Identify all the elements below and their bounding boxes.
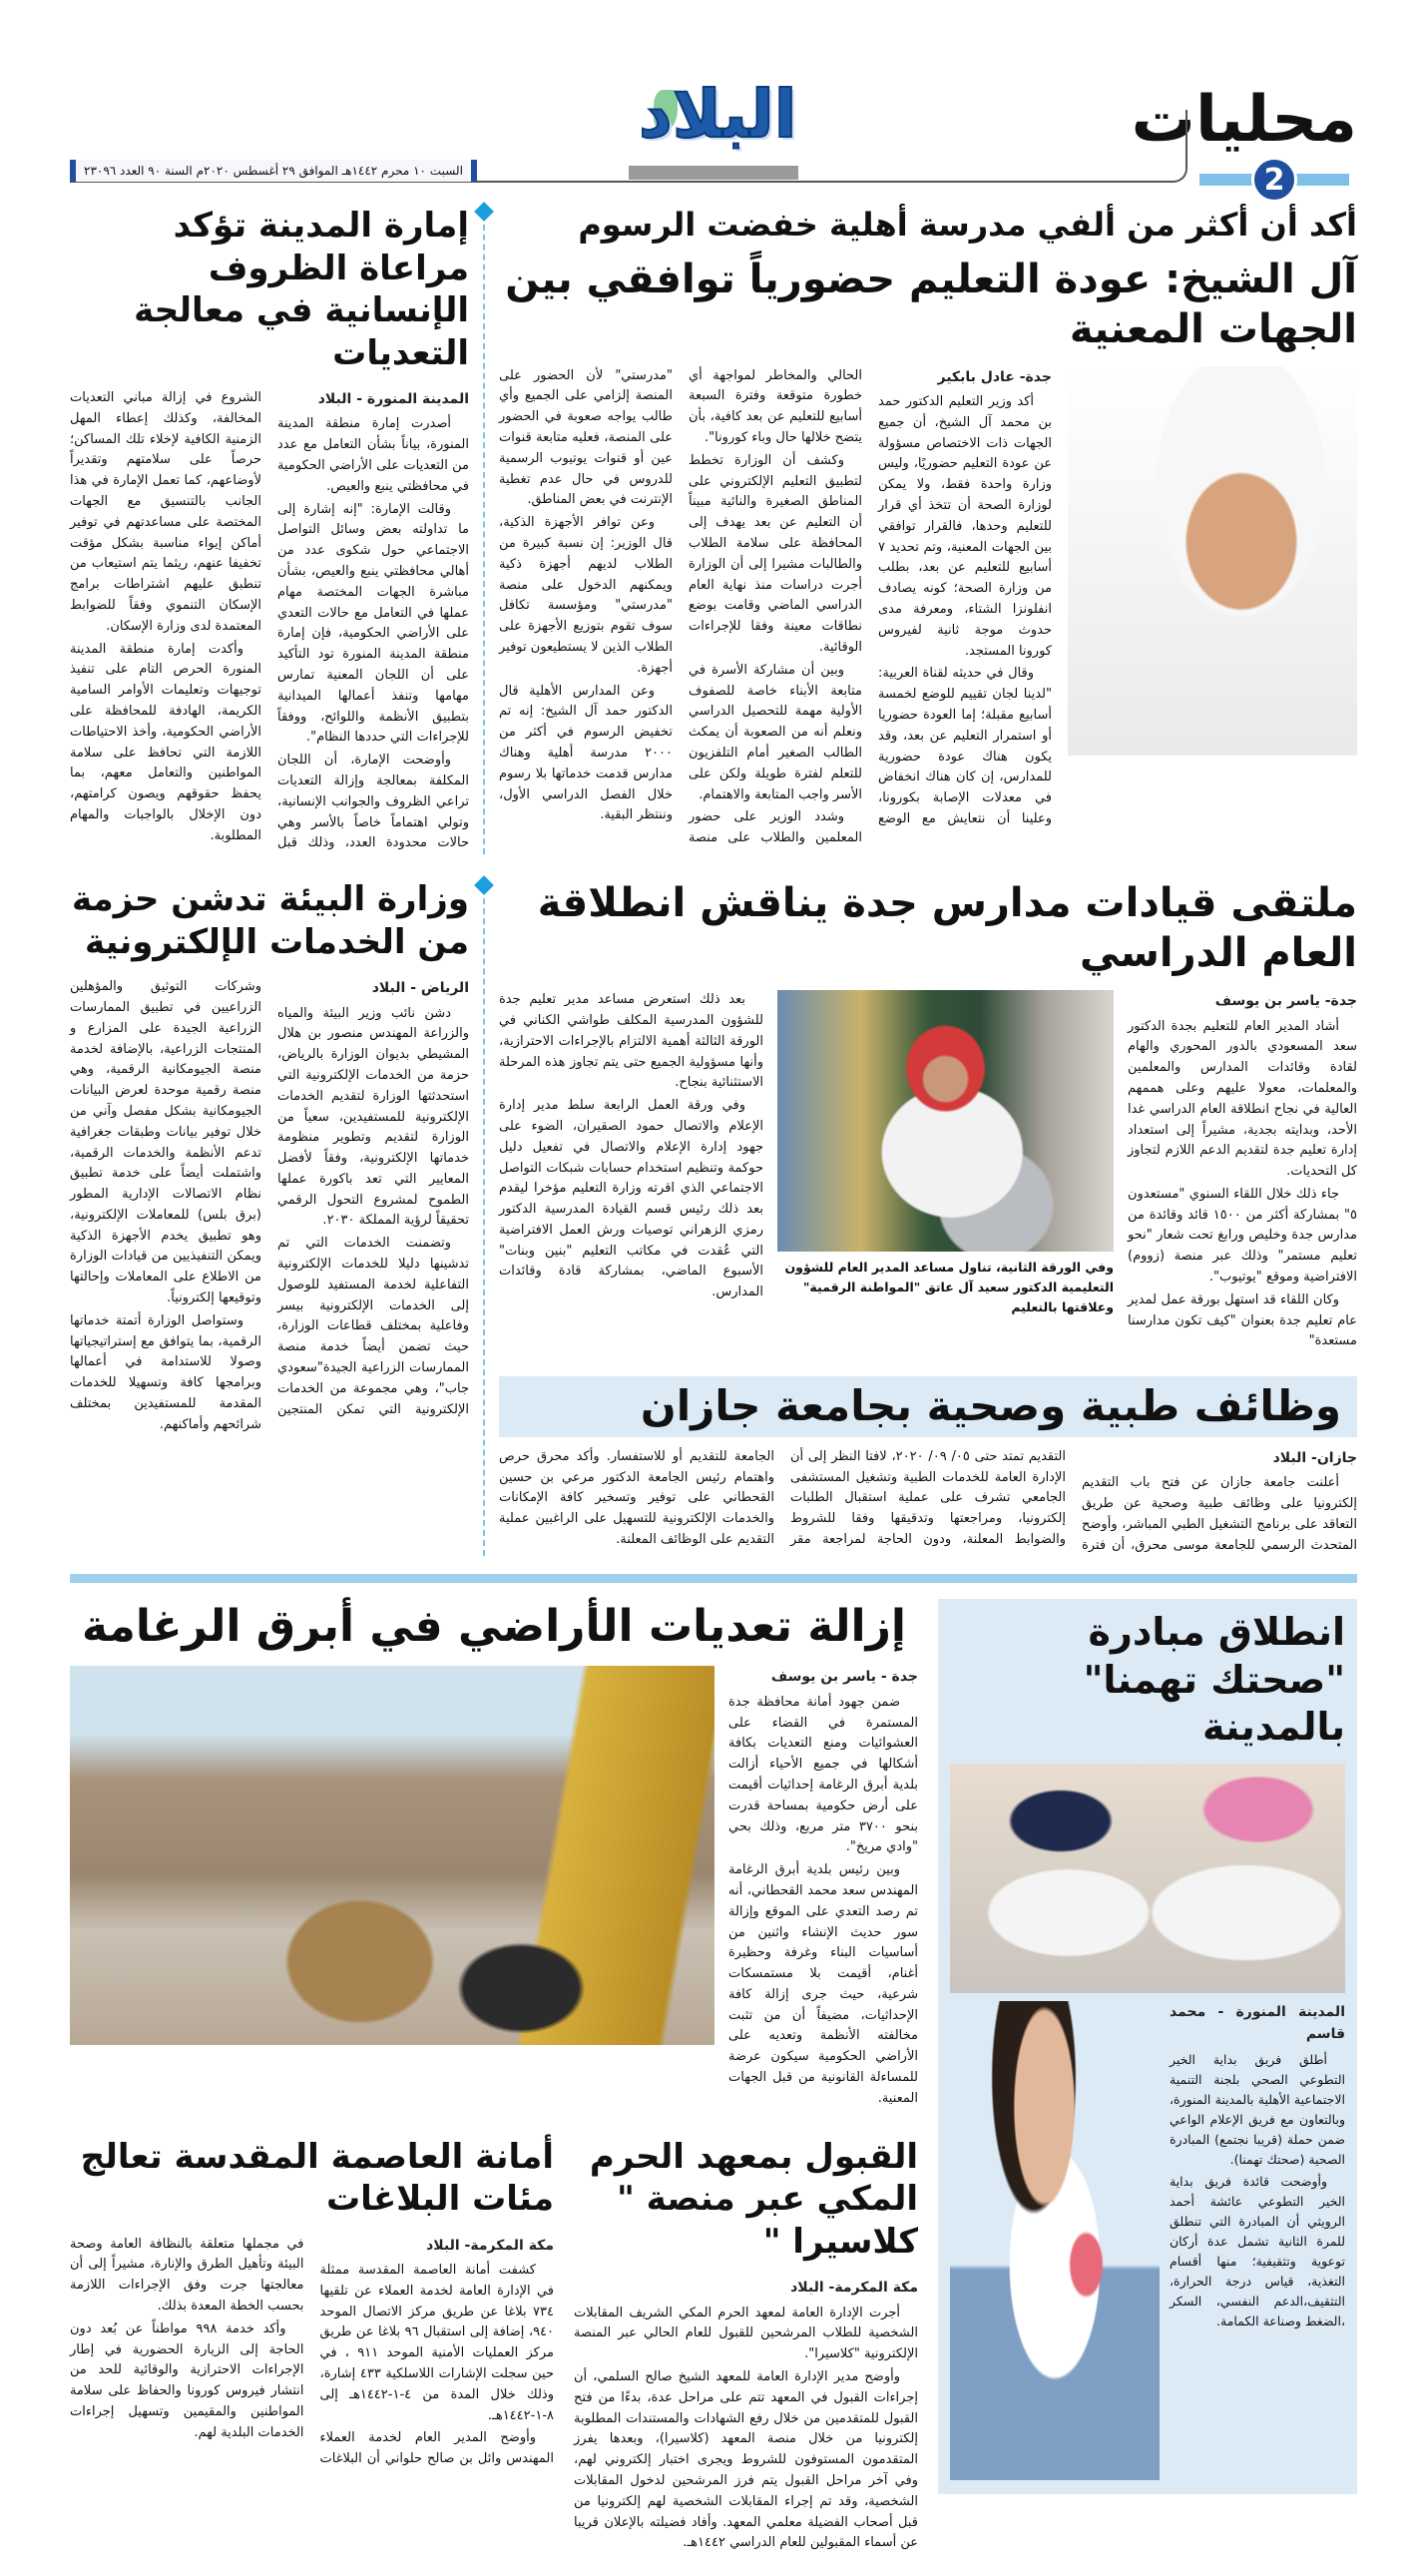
- sehatak-body: [1170, 2001, 1345, 2333]
- paragraph: كشفت أمانة العاصمة المقدسة ممثلة في الإدارة العامة لخدمة العملاء عن تلقيها ٧٣٤ بلاغا عن طريق مركز الاتصال الموحد ٩٤٠، إضافة إلى استقبال ٩٦ بلاغا عن طريق مركز العمليات الأمنية الموحد ٩١١ ، في حين سجلت الإشارات اللاسلكية ٤٣٣ إشارة، وذلك خلال المدة من ٤-١-١٤٤٢هـ إلى ٨-١-١٤٤٢هـ.: [319, 2263, 555, 2423]
- abraq-article: [70, 1666, 918, 2111]
- amanah-body: [70, 2235, 554, 2470]
- jeddah-meeting-byline: جدة- ياسر بن يوسف: [1214, 993, 1357, 1010]
- amanah-headline: أمانة العاصمة المقدسة تعالج مئات البلاغات: [80, 2136, 554, 2220]
- haram-article: [574, 2136, 918, 2556]
- dateline: السبت ١٠ محرم ١٤٤٢هـ الموافق ٢٩ أغسطس ٢٠٢٠م السنة ٩٠ العدد ٢٣٠٩٦: [70, 160, 477, 182]
- column-divider: [469, 878, 499, 1556]
- section-rule: [70, 1574, 1357, 1583]
- child-photo: [950, 2001, 1160, 2480]
- masthead: [70, 0, 1357, 205]
- paragraph: ضمن جهود أمانة محافظة جدة المستمرة في القضاء على العشوائيات ومنع التعديات بكافة أشكالها في جميع الأحياء أزالت بلدية أبرق الرغامة إحداثيات أقيمت على أرض حكومية بمساحة قدرت بنحو ٣٧٠٠ متر مربع، وذلك بحي "وادي مريخ".: [728, 1694, 918, 1855]
- jazan-banner: [499, 1376, 1357, 1437]
- abraq-byline: جدة - ياسر بن يوسف: [770, 1669, 918, 1686]
- row-bottom: [70, 1599, 1357, 2556]
- newspaper-logo: البلاد: [639, 76, 797, 153]
- jazan-body: [499, 1447, 1357, 1557]
- paragraph: وعن توافر الأجهزة الذكية، قال الوزير: إن نسبة كبيرة من الطلاب لديهم أجهزة ذكية ويمكنهم الدخول على منصة "مدرستي" ومؤسسة تكافل سوف تقوم بتوزيع الأجهزة على الطلاب الذين لا يستطيعون توفير أجهزة.: [499, 515, 673, 676]
- column-divider: [469, 205, 499, 854]
- jeddah-meeting-body-right: [1128, 990, 1357, 1354]
- abraq-headline: إزالة تعديات الأراضي في أبرق الرغامة: [81, 1601, 906, 1653]
- paragraph: وقالت الإمارة: "إنه إشارة إلى ما تداولته بعض وسائل التواصل الاجتماعي حول شكوى عدد من أهالي محافظتي ينبع والعيص، بشأن مباشرة الجهات المختصة مهام عملها في التعامل مع حالات التعدي على الأراضي الحكومية، فإن إمارة منطقة المدينة المنورة تود التأكيد على أن اللجان المعنية تمارس مهامها وتنفذ أعمالها الميدانية بتطبيق الأنظمة واللوائح، ووفقاً للإجراءات التي حددها النظام".: [277, 501, 469, 746]
- paragraph: دشن نائب وزير البيئة والمياه والزراعة المهندس منصور بن هلال المشيطي بديوان الوزارة بالرياض، حزمة من الخدمات الإلكترونية التي استحدثتها الوزارة لتقديم الخدمات الإلكترونية للمستفيدين، سعياً من الوزارة لتقديم وتطوير منظومة خدماتها الإلكترونية، وفقاً لأفضل المعايير التي تعد باكورة عملها الطموح لمشروع التحول الرقمي تحقيقاً لرؤية المملكة ٢٠٣٠.: [277, 1005, 469, 1229]
- logo-bar: [629, 166, 798, 180]
- education-headline: آل الشيخ: عودة التعليم حضورياً توافقي بين الجهات المعنية: [505, 256, 1357, 352]
- header-bracket: [1158, 110, 1187, 183]
- sehatak-panel: [938, 1599, 1357, 2494]
- environment-body: [70, 977, 469, 1436]
- paragraph: وستواصل الوزارة أتمتة خدماتها الرقمية، بما يتوافق مع إستراتيجياتها وصولا للاستدامة في أعمالها وبرامجها كافة وتسهيلا للخدمات المقدمة للمستفيدين بمختلف شرائحهم وأماكنهم.: [70, 1312, 261, 1432]
- paragraph: وكشف أن الوزارة تخطط لتطبيق التعليم الإلكتروني على المناطق الصغيرة والنائية مبيناً أن التعليم عن بعد يهدف إلى المحافظة على سلامة الطلاب والطالبات مشيرا إلى أن الوزارة أجرت دراسات منذ نهاية العام الدراسي الماضي وقامت بوضع نطاقات معينة وفقا للإجراءات الوقائية.: [689, 452, 862, 655]
- paragraph: وأكدت إمارة منطقة المدينة المنورة الحرص التام على تنفيذ توجيهات وتعليمات الأوامر السامية الكريمة، الهادفة للمحافظة على الأراضي الحكومية، وأخذ الاحتياطات اللازمة التي تحافظ على سلامة المواطنين والتعامل معهم، بما يحفظ حقوقهم ويصون كرامتهم، دون الإخلال بالواجبات والمهام المطلوبة.: [70, 641, 261, 843]
- paragraph: أكد وزير التعليم الدكتور حمد بن محمد آل الشيخ، أن جميع الجهات ذات الاختصاص مسؤولة عن عودة التعليم حضوريًا، وليس وزارة واحدة فقط، ولا يمكن لوزارة الصحة أن تتخذ أي قرار للتعليم وحدها، فالقرار توافقي بين الجهات المعنية، وتم تحديد ٧ أسابيع للتعليم عن بعد، بطلب من وزارة الصحة؛ كونه يصادف انفلونزا الشتاء، ومعرفة مدى حدوث موجة ثانية لفيروس كورونا المستجد.: [878, 393, 1052, 659]
- right-middle-column: [499, 878, 1357, 1556]
- paragraph: أطلق فريق بداية الخير التطوعي الصحي بلجنة التنمية الاجتماعية الأهلية بالمدينة المنورة، وبالتعاون مع فريق الإعلام الواعي ضمن حملة (قريبا نجتمع) المبادرة الصحية (صحتك تهمنا).: [1170, 2051, 1345, 2167]
- madinah-body: [70, 388, 469, 854]
- madinah-article: [70, 205, 469, 854]
- diamond-icon: [474, 202, 494, 222]
- sehatak-headline: انطلاق مبادرة "صحتك تهمنا" بالمدينة: [1083, 1610, 1345, 1750]
- madinah-headline: إمارة المدينة تؤكد مراعاة الظروف الإنسانية في معالجة التعديات: [134, 206, 469, 373]
- paragraph: وبين أن مشاركة الأسرة في متابعة الأبناء خاصة للصفوف الأولية مهمة للتحصيل الدراسي ونعلم أنه من الصعوبة أن يمكث الطالب الصغير أمام التلفزيون للتعلم لفترة طويلة ولكن على الأسر واجب المتابعة والاهتمام.: [689, 662, 862, 802]
- environment-byline: الرياض - البلاد: [371, 980, 469, 997]
- environment-article: [70, 878, 469, 1436]
- divider-line: [483, 205, 485, 854]
- paragraph: جاء ذلك خلال اللقاء السنوي "مستعدون ٥" بمشاركة أكثر من ١٥٠٠ قائد وقائدة من مدارس جدة وخليص ورابغ تحت شعار "نحو تعليم مستمر" وذلك عبر منصة (زووم) الافتراضية وموقع "يوتيوب".: [1128, 1186, 1357, 1286]
- education-kicker: أكد أن أكثر من ألفي مدرسة أهلية خفضت الرسوم: [578, 206, 1357, 244]
- paragraph: أشاد المدير العام للتعليم بجدة الدكتور سعد المسعودي بالدور المحوري والهام لقادة وقائدات المدارس والمعلمين والمعلمات، معولا عليهم وعلى هممهم العالية في نجاح انطلاقة العام الدراسي غدا الأحد، وبدايته بجدية، مشيراً إلى استعداد إدارة تعليم جدة لتقديم الدعم اللازم لتجاوز كل التحديات.: [1128, 1018, 1357, 1180]
- divider-line: [483, 878, 485, 1556]
- row-top: [70, 205, 1357, 854]
- paragraph: وفي ورقة العمل الرابعة سلط مدير إدارة الإعلام والاتصال حمود الصقيران، الضوء على جهود إدارة الإعلام والاتصال في تفعيل دليل حوكمة وتنظيم استخدام حسابات شبكات التواصل الاجتماعي الذي اقرته وزارة التعليم مؤخرا ليقدم بعد ذلك رئيس قسم القيادة المدرسية الدكتور رمزي الزهراني توصيات ورش العمل الافتراضية التي عُقدت في مكاتب التعليم "بنين وبنات" الأسبوع الماضي، بمشاركة قادة وقائدات المدارس.: [499, 1098, 763, 1300]
- paragraph: وأكد خدمة ٩٩٨ مواطناً عن بُعد دون الحاجة إلى الزيارة الحضورية في إطار الإجراءات الاحترازية والوقائية للحد من انتشار فيروس كورونا والحفاظ على سلامة المواطنين والمقيمين وتسهيل إجراءات الخدمات البلدية لهم.: [70, 2320, 304, 2440]
- paragraph: وبين رئيس بلدية أبرق الرغامة المهندس سعد محمد القحطاني، أنه تم رصد التعدي على الموقع وإزالة سور حديث الإنشاء واثنين من أساسيات البناء وغرفة وحظيرة أغنام، أقيمت بلا مستمسكات شرعية، حيث جرى إزالة كافة الإحداثيات، مضيفاً أن من تثبت مخالفته الأنظمة وتعديه على الأراضي الحكومية سيكون عرضة للمساءلة القانونية من قبل الجهات المعنية.: [728, 1862, 918, 2106]
- section-title: محليات: [1131, 83, 1357, 157]
- diamond-icon: [474, 875, 494, 895]
- paragraph: أصدرت إمارة منطقة المدينة المنورة، بياناً بشأن التعامل مع عدد من التعديات على الأراضي الحكومية في محافظتي ينبع والعيص.: [277, 416, 469, 494]
- jeddah-meeting-article: [499, 990, 1357, 1354]
- paragraph: وأوضح مدير الإدارة العامة للمعهد الشيخ صالح السلمي، أن إجراءات القبول في المعهد تتم على مراحل عدة، بدءًا من فتح القبول للمتقدمين من خلال رفع الشهادات والمستندات المطلوبة إلكترونيا من خلال منصة المعهد (كلاسيرا)، وبعدها يفرز المتقدمون المستوفون للشروط ويجرى اختبار إلكتروني لهم، وفي آخر مراحل القبول يتم فرز المرشحين لدخول المقابلات الشخصية، وقد تم إجراء المقابلات الشخصية لهم إلكترونيا من قبل أصحاب الفضيلة معلمي المعهد. وأفاد فضيلته بالإعلان قريبا عن أسماء المقبولين للعام الدراسي ١٤٤٢هـ.: [574, 2368, 918, 2551]
- paragraph: أجرت الإدارة العامة لمعهد الحرم المكي الشريف المقابلات الشخصية للطلاب المرشحين للقبول للعام الحالي عبر المنصة الإلكترونية "كلاسيرا".: [574, 2305, 918, 2362]
- paragraph: أعلنت جامعة جازان عن فتح باب التقديم إلكترونيا على وظائف طبية وصحية عن طريق التعاقد على برنامج التشغيل الطبي المباشر، وأوضح المتحدث الرسمي للجامعة موسى محرق، أن فترة التقديم تمتد حتى ٠٥/ ٠٩/ ٢٠٢٠، لافتا النظر إلى أن الإدارة العامة للخدمات الطبية وتشغيل المستشفى الجامعي تشرف على عملية استقبال الطلبات إلكترونيا، ومراجعتها وتدقيقها وفقا للشروط والضوابط المعلنة، ودون الحاجة لمراجعة مقر الجامعة للتقديم أو للاستفسار. وأكد محرق حرص واهتمام رئيس الجامعة الدكتور مرعي بن حسين القحطاني على توفير وتسخير كافة الإمكانات والخدمات الإلكترونية للتسهيل على الراغبين عملية التقديم على الوظائف المعلنة.: [499, 1448, 1357, 1553]
- paragraph: وعن المدارس الأهلية قال الدكتور حمد آل الشيخ: إنه تم تخفيض الرسوم في أكثر من ٢٠٠٠ مدرسة أهلية وهناك مدارس قدمت خدماتها بلا رسوم خلال الفصل الدراسي الأول، وننتظر البقية.: [499, 683, 673, 823]
- bulldozer-photo: [70, 1666, 714, 2045]
- paragraph: بعد ذلك استعرض مساعد مدير تعليم جدة للشؤون المدرسية المكلف طواشي الكناني في الورقة الثالثة أهمية الالتزام بالإجراءات الاحترازية، وأنها مسؤولية الجميع حتى يتم تجاوز هذه المرحلة الاستثنائية بنجاح.: [499, 992, 763, 1091]
- page-number-badge: 2: [1251, 157, 1297, 203]
- meeting-photo: [777, 990, 1114, 1252]
- madinah-byline: المدينة المنورة - البلاد: [317, 391, 469, 407]
- meeting-photo-block: [777, 990, 1114, 1317]
- paragraph: وأوضحت قائدة فريق بداية الخير التطوعي عائشة أحمد الرويثي أن المبادرة التي تنطلق للمرة الثانية تشمل عدة أركان توعوية وتثقيفية؛ منها أقسام التغذية، قياس درجة الحرارة، التثقيف،الدعم النفسي، السكر ،الضغط وصناعة الكمامة.: [1170, 2173, 1345, 2328]
- paragraph: وأوضح المدير العام لخدمة العملاء المهندس وائل بن صالح حلواني أن البلاغات في مجملها متعلقة بالنظافة العامة وصحة البيئة وتأهيل الطرق والإنارة، مشيراً إلى أن معالجتها جرت وفق الإجراءات اللازمة بحسب الخطة المعدة بذلك.: [70, 2236, 554, 2467]
- haram-byline: مكة المكرمة- البلاد: [790, 2280, 918, 2297]
- education-byline: جدة- عادل بابكير: [937, 368, 1052, 385]
- haram-body: [574, 2277, 918, 2554]
- paragraph: وأوضحت الإمارة، أن اللجان المكلفة بمعالجة وإزالة التعديات تراعي الظروف والجوانب الإنسانية، وتولي اهتماماً خاصاً بالأسر وهي حالات محدودة العدد، وذلك قبل الشروع في إزالة مباني التعديات المخالفة، وكذلك إعطاء المهل الزمنية الكافية لإخلاء تلك المساكن؛ حرصاً على سلامتهم وتقديراً لأوضاعهم، كما تعمل الإمارة في هذا الجانب بالتنسيق مع الجهات المختصة على مساعدتهم في توفير أماكن إيواء مناسبة بشكل مؤقت تخفيفا عنهم، ريثما يتم استيعاب من تنطبق عليهم اشتراطات برامج الإسكان التنموي وفقاً للضوابط المعتمدة لدى وزارة الإسكان.: [70, 390, 469, 851]
- jazan-byline: جازان- البلاد: [1272, 1449, 1357, 1466]
- paragraph: وتضمنت الخدمات التي تم تدشينها دليلا للخدمات الإلكترونية التفاعلية لخدمة المستفيد للوصول إلى الخدمات الإلكترونية بيسر وفاعلية بمختلف قطاعات الوزارة، حيث تضمن أيضاً خدمة منصة الممارسات الزراعية الجيدة"سعودي جاب"، وهي مجموعة من الخدمات الإلكترونية التي تمكن المنتجين وشركات التوثيق والمؤهلين الزراعيين في تطبيق الممارسات الزراعية الجيدة على المزارع و المنتجات الزراعية، بالإضافة لخدمة منصة الجيومكانية الرقمية، وهي منصة رقمية موحدة لعرض البيانات الجيومكانية بشكل مفصل وآني من خلال توفير بيانات وطبقات جغرافية تدعم الأنظمة والخدمات الرقمية، واشتملت أيضاً على خدمة تطبيق نظام الاتصالات الإدارية المطور (برق بلس) للمعاملات الإلكترونية، وهو تطبيق يخدم الأجهزة الذكية ويمكن التنفيذيين من قيادات الوزارة من الاطلاع على المعاملات وإحالتها وتوقيعها إلكترونياً.: [70, 979, 469, 1417]
- abraq-body: [728, 1666, 918, 2111]
- row-middle: [70, 878, 1357, 1556]
- jazan-headline: وظائف طبية وصحية بجامعة جازان: [640, 1381, 1341, 1431]
- paragraph: وكان اللقاء قد استهل بورقة عمل لمدير عام تعليم جدة بعنوان "كيف تكون مدارسنا مستعدة": [1128, 1291, 1357, 1349]
- education-article: [499, 205, 1357, 849]
- bottom-left-column: [70, 1599, 918, 2556]
- jeddah-meeting-headline: ملتقى قيادات مدارس جدة يناقش انطلاقة العام الدراسي: [537, 880, 1357, 977]
- meeting-caption: وفي الورقة الثانية، تناول مساعد المدير العام للشؤون التعليمية الدكتور سعيد آل عاتق "المواطنة الرقمية" وعلاقتها بالتعليم: [784, 1260, 1114, 1315]
- sehatak-byline: المدينة المنورة - محمد قاسم: [1170, 2003, 1345, 2043]
- paragraph: وقال في حديثه لقناة العربية: "لدينا لجان تقييم للوضع لخمسة أسابيع مقبلة؛ إما العودة حضوريا أو استمرار التعليم عن بعد، وقد يكون هناك عودة حضورية للمدارس، إن كان هناك انخفاض في معدلات الإصابة بكورونا، وعلينا أن نتعايش مع الوضع الحالي والمخاطر لمواجهة أي خطورة متوقعة وفترة السبعة أسابيع للتعليم عن بعد كافية، بأن يتضح خلالها حال وباء كورونا".: [689, 367, 1052, 826]
- jeddah-meeting-body-left: [499, 990, 763, 1305]
- volunteers-photo: [950, 1764, 1345, 1993]
- haram-headline: القبول بمعهد الحرم المكي عبر منصة " كلاسيرا ": [589, 2136, 918, 2262]
- minister-photo: [1068, 366, 1357, 756]
- education-body: [499, 366, 1052, 849]
- environment-headline: وزارة البيئة تدشن حزمة من الخدمات الإلكترونية: [72, 879, 469, 962]
- amanah-article: [70, 2136, 554, 2470]
- paragraph: وشدد الوزير على حضور المعلمين والطلاب على منصة "مدرستي" لأن الحضور على المنصة إلزامي على الجميع وأي طالب يواجه صعوبة في الحضور على المنصة، فعليه متابعة قنوات عين أو قنوات يوتيوب الرسمية للدروس في حال عدم تغطية الإنترنت في بعض المناطق.: [499, 367, 862, 846]
- amanah-byline: مكة المكرمة- البلاد: [426, 2237, 554, 2254]
